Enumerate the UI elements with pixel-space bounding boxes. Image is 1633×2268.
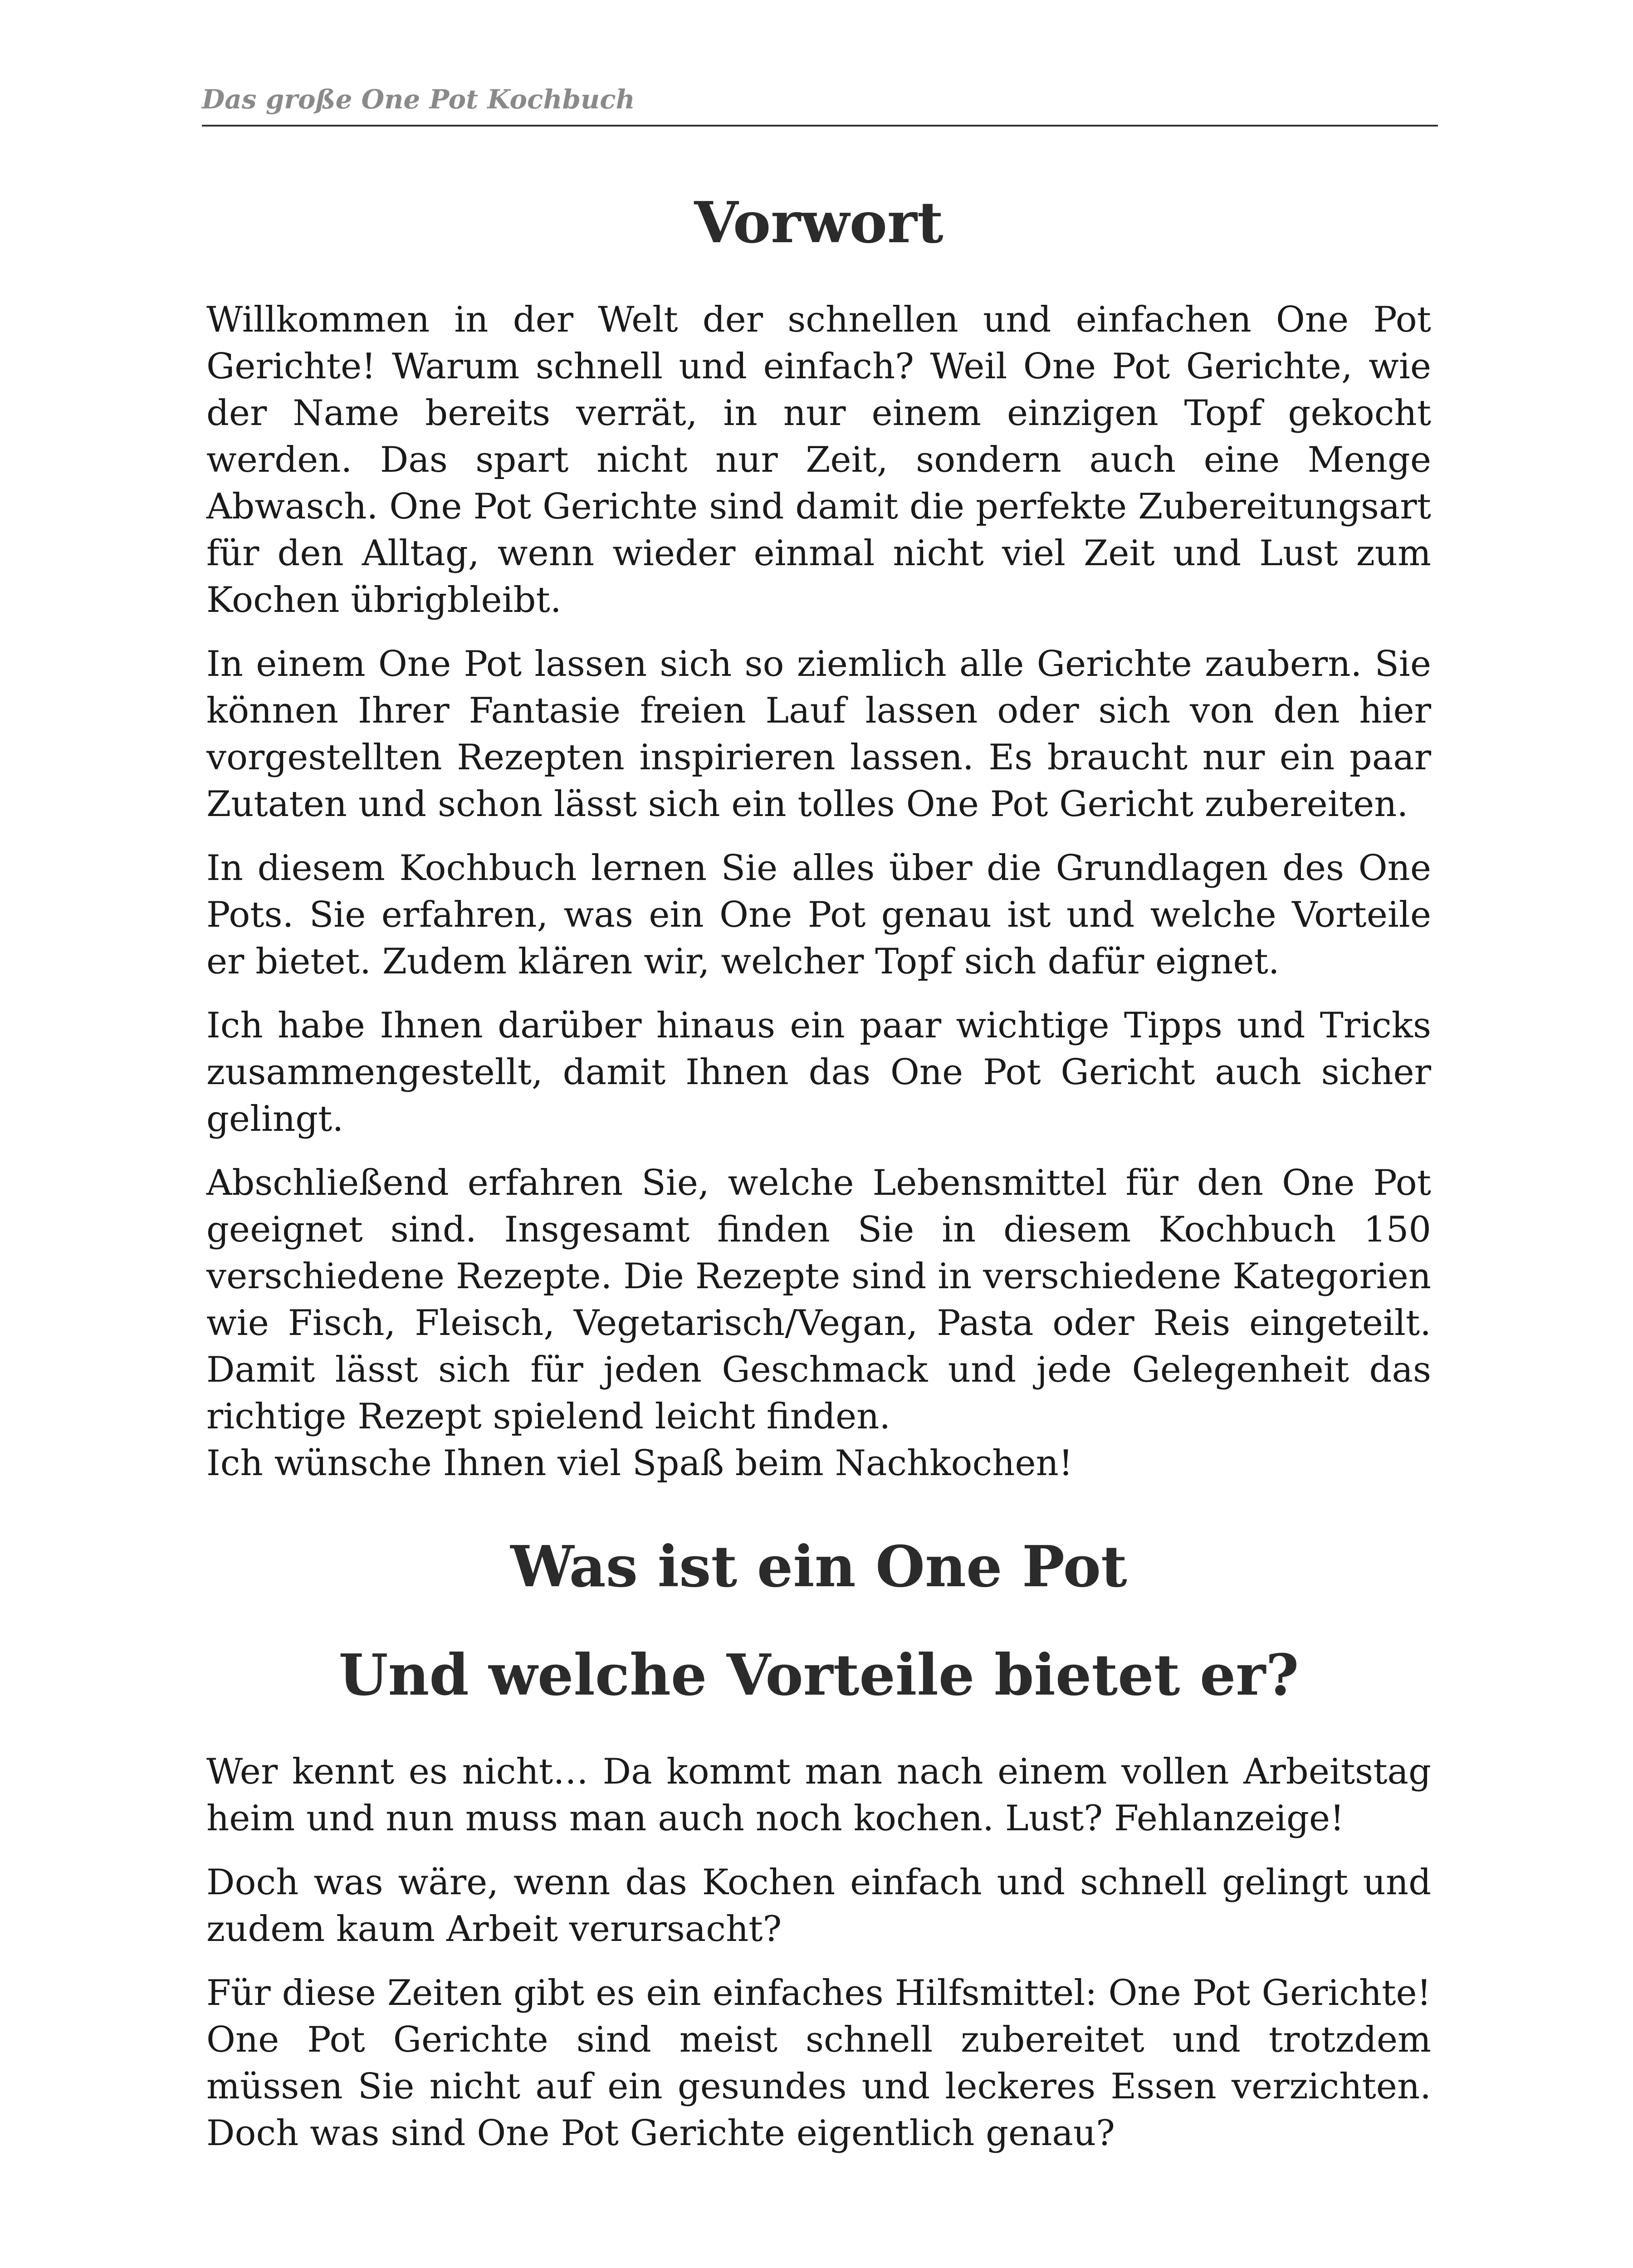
paragraph: In diesem Kochbuch lernen Sie alles über die Grundlagen des One Pots. Sie erfahren, was ein One Pot genau ist und welche Vorteile er bietet. Zudem klären wir, welcher Topf sich dafür eignet.: [206, 847, 1431, 982]
paragraph: Willkommen in der Welt der schnellen und einfachen One Pot Gerichte! Warum schnell und einfach? Weil One Pot Gerichte, wie der Name bereits verrät, in nur einem einzigen Topf gekocht werden. Das spart nicht nur Zeit, sondern auch eine Menge Abwasch. One Pot Gerichte sind damit die perfekte Zubereitungsart für den Alltag, wenn wieder einmal nicht viel Zeit und Lust zum Kochen übrigbleibt.: [206, 299, 1431, 621]
running-header: Das große One Pot Kochbuch: [202, 84, 635, 115]
paragraph: In einem One Pot lassen sich so ziemlich alle Gerichte zaubern. Sie können Ihrer Fantasie freien Lauf lassen oder sich von den hier vorgestellten Rezepten inspirieren lassen. Es braucht nur ein paar Zutaten und schon lässt sich ein tolles One Pot Gericht zubereiten.: [206, 643, 1431, 825]
paragraph: Ich habe Ihnen darüber hinaus ein paar wichtige Tipps und Tricks zusammengestellt, damit Ihnen das One Pot Gericht auch sicher gelingt.: [206, 1005, 1431, 1139]
paragraph: Abschließend erfahren Sie, welche Lebensmittel für den One Pot geeignet sind. Insgesamt finden Sie in diesem Kochbuch 150 verschiedene Rezepte. Die Rezepte sind in verschiedene Kategorien wie Fisch, Fleisch, Vegetarisch/Vegan, Pasta oder Reis eingeteilt. Damit lässt sich für jeden Geschmack und jede Gelegenheit das richtige Rezept spielend leicht finden.: [206, 1162, 1431, 1437]
header-rule: [202, 125, 1438, 127]
paragraph: Für diese Zeiten gibt es ein einfaches Hilfsmittel: One Pot Gerichte! One Pot Gerichte sind meist schnell zubereitet und trotzdem müssen Sie nicht auf ein gesundes und leckeres Essen verzichten. Doch was sind One Pot Gerichte eigentlich genau?: [206, 1973, 1431, 2154]
section-title-vorwort: Vorwort: [694, 190, 944, 256]
section-subtitle-one-pot: Und welche Vorteile bietet er?: [338, 1642, 1299, 1708]
section-title-one-pot: Was ist ein One Pot: [510, 1533, 1127, 1600]
paragraph: Doch was wäre, wenn das Kochen einfach und schnell gelingt und zudem kaum Arbeit verursacht?: [206, 1862, 1431, 1950]
paragraph: Ich wünsche Ihnen viel Spaß beim Nachkochen!: [206, 1442, 1073, 1484]
paragraph: Wer kennt es nicht… Da kommt man nach einem vollen Arbeitstag heim und nun muss man auch noch kochen. Lust? Fehlanzeige!: [206, 1751, 1431, 1839]
page-content: [206, 191, 1431, 2174]
